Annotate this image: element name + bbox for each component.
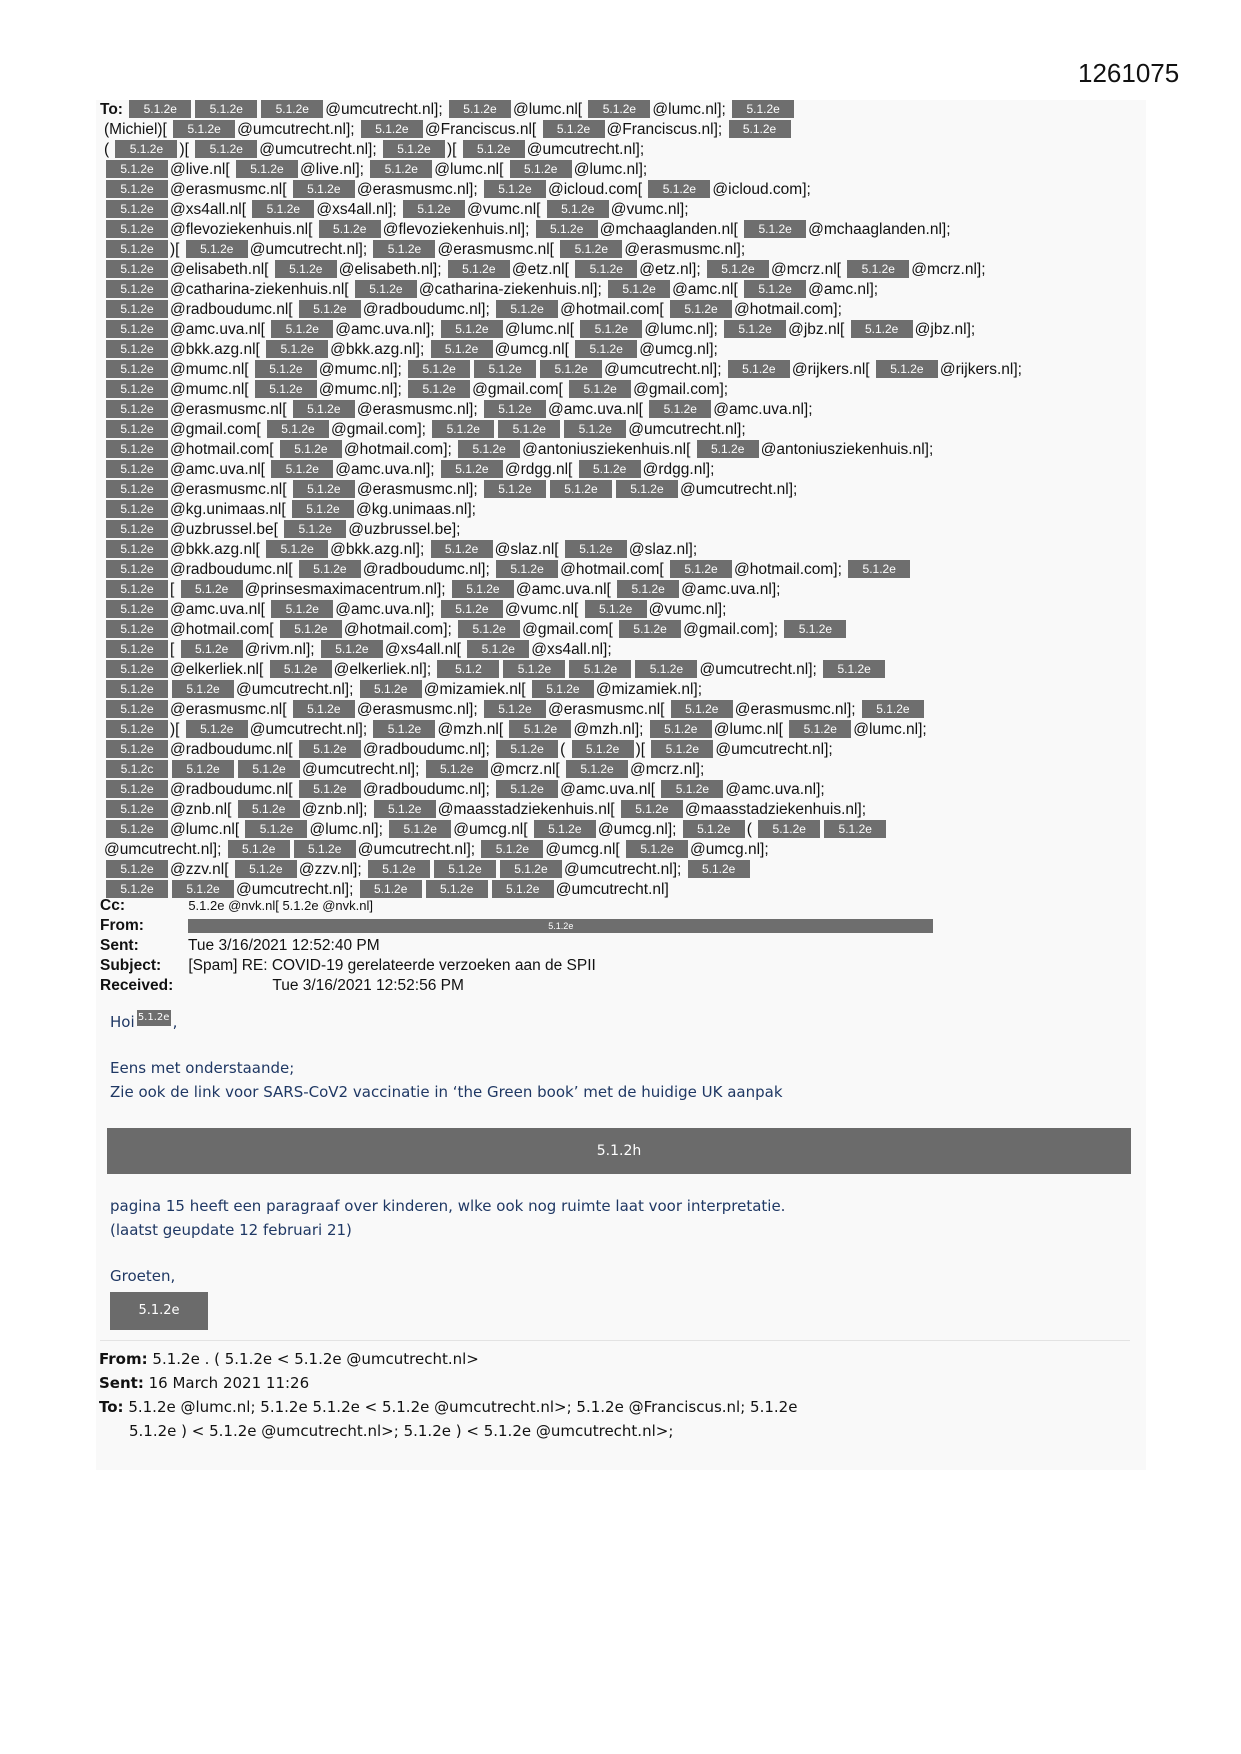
redaction-box: 5.1.2e: [129, 100, 191, 118]
to-line: 5.1.2e @erasmusmc.nl[ 5.1.2e @erasmusmc.nl]; 5.1.2e 5.1.2e 5.1.2e @umcutrecht.nl];: [100, 480, 1140, 500]
to-line: 5.1.2e @flevoziekenhuis.nl[ 5.1.2e @flevoziekenhuis.nl]; 5.1.2e @mchaaglanden.nl[ 5.1.2e @mchaaglanden.nl];: [100, 220, 1140, 240]
redaction-box: 5.1.2e: [236, 160, 298, 178]
from-row: [100, 916, 933, 936]
to-line: 5.1.2e @kg.unimaas.nl[ 5.1.2e @kg.unimaas.nl];: [100, 500, 1140, 520]
redaction-box: 5.1.2e: [270, 660, 332, 678]
redaction-box: 5.1.2e: [619, 620, 681, 638]
fwd-sent-label: Sent:: [99, 1374, 144, 1392]
redaction-box: 5.1.2e: [441, 600, 503, 618]
to-line: 5.1.2e )[ 5.1.2e @umcutrecht.nl]; 5.1.2e @mzh.nl[ 5.1.2e @mzh.nl]; 5.1.2e @lumc.nl[ 5.1.2e @lumc.nl];: [100, 720, 1140, 740]
to-line: To: 5.1.2e 5.1.2e 5.1.2e @umcutrecht.nl]; 5.1.2e @lumc.nl[ 5.1.2e @lumc.nl]; 5.1.2e: [100, 100, 1140, 120]
received-value: Tue 3/16/2021 12:52:56 PM: [272, 977, 464, 994]
redaction-box: 5.1.2e: [697, 440, 759, 458]
to-line: 5.1.2e @xs4all.nl[ 5.1.2e @xs4all.nl]; 5.1.2e @vumc.nl[ 5.1.2e @vumc.nl];: [100, 200, 1140, 220]
redaction-box: 5.1.2e: [266, 340, 328, 358]
redaction-box: 5.1.2e: [271, 600, 333, 618]
redaction-box: 5.1.2e: [106, 700, 168, 718]
redaction-box: 5.1.2e: [106, 460, 168, 478]
redaction-box: 5.1.2e: [106, 220, 168, 238]
redaction-box: 5.1.2e: [481, 840, 543, 858]
redaction-box: 5.1.2e: [355, 280, 417, 298]
redaction-box: 5.1.2e: [862, 700, 924, 718]
redaction-box: 5.1.2e: [106, 580, 168, 598]
redaction-box: 5.1.2e: [484, 400, 546, 418]
redaction-box: 5.1.2e: [509, 720, 571, 738]
redaction-box: 5.1.2e: [650, 720, 712, 738]
received-row: [100, 976, 933, 996]
redaction-box: 5.1.2e: [649, 400, 711, 418]
redaction-box: 5.1.2e: [707, 260, 769, 278]
redaction-box: 5.1.2e: [106, 260, 168, 278]
to-line: 5.1.2e @mumc.nl[ 5.1.2e @mumc.nl]; 5.1.2e 5.1.2e 5.1.2e @umcutrecht.nl]; 5.1.2e @rijkers.nl[ 5.1.2e @rijkers.nl];: [100, 360, 1140, 380]
redaction-box: 5.1.2e: [106, 340, 168, 358]
to-line: 5.1.2e @radboudumc.nl[ 5.1.2e @radboudumc.nl]; 5.1.2e ( 5.1.2e )[ 5.1.2e @umcutrecht.nl];: [100, 740, 1140, 760]
redaction-box: 5.1.2e: [688, 860, 750, 878]
redaction-box: 5.1.2e: [292, 500, 354, 518]
redaction-box: 5.1.2e: [294, 840, 356, 858]
redaction-box: 5.1.2e: [534, 820, 596, 838]
redaction-box: 5.1.2e: [732, 100, 794, 118]
redaction-box: 5.1.2e: [106, 620, 168, 638]
to-label: To:: [100, 101, 128, 118]
redaction-box: 5.1.2e: [106, 480, 168, 498]
redaction-box: 5.1.2e: [106, 740, 168, 758]
from-label: From:: [100, 917, 144, 934]
redaction-box: 5.1.2e: [496, 740, 558, 758]
redaction-box: 5.1.2e: [661, 780, 723, 798]
redaction-box: 5.1.2e: [467, 640, 529, 658]
redaction-box: 5.1.2e: [245, 820, 307, 838]
fwd-to-value-2: 5.1.2e ) < 5.1.2e @umcutrecht.nl>; 5.1.2e ) < 5.1.2e @umcutrecht.nl>;: [129, 1422, 674, 1440]
redaction-box: 5.1.2e: [575, 340, 637, 358]
redaction-box: 5.1.2e: [484, 480, 546, 498]
redaction-box: 5.1.2e: [498, 420, 560, 438]
redaction-box: 5.1.2e: [106, 820, 168, 838]
redaction-box: 5.1.2e: [186, 720, 248, 738]
to-line: 5.1.2e @erasmusmc.nl[ 5.1.2e @erasmusmc.nl]; 5.1.2e @icloud.com[ 5.1.2e @icloud.com];: [100, 180, 1140, 200]
redaction-box: 5.1.2e: [106, 400, 168, 418]
redaction-box: 5.1.2e: [319, 220, 381, 238]
redaction-box: 5.1.2e: [252, 200, 314, 218]
to-line: 5.1.2e @znb.nl[ 5.1.2e @znb.nl]; 5.1.2e @maasstadziekenhuis.nl[ 5.1.2e @maasstadziekenhuis.nl];: [100, 800, 1140, 820]
redaction-box: 5.1.2e: [621, 800, 683, 818]
redaction-box: 5.1.2e: [648, 180, 710, 198]
redaction-box: 5.1.2e: [106, 540, 168, 558]
redaction-box: 5.1.2e: [431, 340, 493, 358]
to-line: 5.1.2e @bkk.azg.nl[ 5.1.2e @bkk.azg.nl]; 5.1.2e @umcg.nl[ 5.1.2e @umcg.nl];: [100, 340, 1140, 360]
to-line: 5.1.2e @elkerliek.nl[ 5.1.2e @elkerliek.nl]; 5.1.2 5.1.2e 5.1.2e 5.1.2e @umcutrecht.nl]; 5.1.2e: [100, 660, 1140, 680]
redaction-box: 5.1.2e: [235, 860, 297, 878]
redaction-box: 5.1.2: [437, 660, 499, 678]
redaction-box: 5.1.2e: [238, 800, 300, 818]
redaction-box: 5.1.2e: [106, 500, 168, 518]
redaction-box: 5.1.2e: [784, 620, 846, 638]
to-line: 5.1.2e [ 5.1.2e @prinsesmaximacentrum.nl]; 5.1.2e @amc.uva.nl[ 5.1.2e @amc.uva.nl];: [100, 580, 1140, 600]
redaction-box: 5.1.2e: [458, 440, 520, 458]
redaction-box: 5.1.2e: [824, 820, 886, 838]
redaction-box: 5.1.2e: [588, 100, 650, 118]
to-line: ( 5.1.2e )[ 5.1.2e @umcutrecht.nl]; 5.1.2e )[ 5.1.2e @umcutrecht.nl];: [104, 141, 645, 158]
redaction-box: 5.1.2e: [373, 240, 435, 258]
redaction-box: 5.1.2e: [458, 620, 520, 638]
redaction-box: 5.1.2e: [536, 220, 598, 238]
redaction-box: 5.1.2e: [789, 720, 851, 738]
to-line: 5.1.2e @lumc.nl[ 5.1.2e @lumc.nl]; 5.1.2e @umcg.nl[ 5.1.2e @umcg.nl]; 5.1.2e ( 5.1.2e 5.1.2e: [100, 820, 1140, 840]
to-line: 5.1.2e @amc.uva.nl[ 5.1.2e @amc.uva.nl]; 5.1.2e @vumc.nl[ 5.1.2e @vumc.nl];: [100, 600, 1140, 620]
redaction-box: 5.1.2e: [617, 580, 679, 598]
redaction-box: 5.1.2e: [389, 820, 451, 838]
redaction-box: 5.1.2e: [106, 180, 168, 198]
cc-label: Cc:: [100, 897, 125, 914]
redaction-box: 5.1.2e: [374, 800, 436, 818]
body-line-2: Zie ook de link voor SARS-CoV2 vaccinatie in ‘the Green book’ met de huidige UK aanpak: [110, 1083, 783, 1101]
redaction-box: 5.1.2e: [408, 360, 470, 378]
redaction-box: 5.1.2e: [744, 220, 806, 238]
redaction-box: 5.1.2e: [299, 560, 361, 578]
sent-value: Tue 3/16/2021 12:52:40 PM: [188, 937, 380, 954]
redaction-box: 5.1.2e: [403, 200, 465, 218]
redaction-box: 5.1.2e: [434, 860, 496, 878]
redaction-box: 5.1.2e: [106, 660, 168, 678]
sent-row: [100, 936, 933, 956]
redaction-box: 5.1.2e: [847, 260, 909, 278]
redaction-box: 5.1.2e: [671, 700, 733, 718]
redaction-box: 5.1.2e: [579, 460, 641, 478]
fwd-sent-value: 16 March 2021 11:26: [148, 1374, 310, 1392]
redaction-box: 5.1.2e: [851, 320, 913, 338]
redaction-box: 5.1.2e: [293, 480, 355, 498]
redaction-box: 5.1.2e: [484, 700, 546, 718]
redaction-box: 5.1.2e: [496, 300, 558, 318]
to-line: 5.1.2e @mumc.nl[ 5.1.2e @mumc.nl]; 5.1.2e @gmail.com[ 5.1.2e @gmail.com];: [100, 380, 1140, 400]
redaction-box: 5.1.2e: [670, 560, 732, 578]
redaction-box: 5.1.2e: [106, 800, 168, 818]
to-line: (Michiel)[ 5.1.2e @umcutrecht.nl]; 5.1.2e @Franciscus.nl[ 5.1.2e @Franciscus.nl]; 5.1.2e: [100, 120, 1140, 140]
redaction-box: 5.1.2e: [683, 820, 745, 838]
redaction-box: 5.1.2e: [106, 780, 168, 798]
redaction-box: 5.1.2e: [823, 660, 885, 678]
greeting-line: Hoi 5.1.2e ,: [110, 1012, 178, 1031]
to-line: 5.1.2e @amc.uva.nl[ 5.1.2e @amc.uva.nl]; 5.1.2e @rdgg.nl[ 5.1.2e @rdgg.nl];: [100, 460, 1140, 480]
redaction-box: 5.1.2e: [728, 360, 790, 378]
redaction-box: 5.1.2e: [228, 840, 290, 858]
redaction-box: 5.1.2e: [569, 380, 631, 398]
redaction-box: 5.1.2e: [449, 100, 511, 118]
forwarded-header: [99, 1347, 1130, 1443]
cc-value: 5.1.2e @nvk.nl[ 5.1.2e @nvk.nl]: [188, 898, 373, 913]
redaction-box: 5.1.2e: [432, 420, 494, 438]
subject-row: [100, 956, 933, 976]
fwd-to-row-2: [99, 1419, 1130, 1443]
redaction-box: 5.1.2e: [181, 640, 243, 658]
subject-label: Subject:: [100, 957, 162, 974]
fwd-to-row: [99, 1395, 1130, 1419]
separator: [100, 1340, 1130, 1341]
fwd-to-label: To:: [99, 1398, 124, 1416]
redaction-box: 5.1.2e: [106, 560, 168, 578]
redaction-box: 5.1.2e: [293, 700, 355, 718]
redaction-box: 5.1.2e: [106, 440, 168, 458]
redacted-link-block: 5.1.2h: [107, 1128, 1131, 1174]
redaction-box: 5.1.2e: [106, 680, 168, 698]
redaction-box: 5.1.2e: [500, 860, 562, 878]
to-line: 5.1.2e 5.1.2e @umcutrecht.nl]; 5.1.2e 5.1.2e 5.1.2e @umcutrecht.nl]: [100, 880, 1140, 900]
redaction-box: 5.1.2e: [373, 720, 435, 738]
sent-label: Sent:: [100, 937, 139, 954]
greeting: Hoi: [110, 1013, 135, 1031]
redaction-box: 5.1.2e: [608, 280, 670, 298]
redaction-box: 5.1.2e: [172, 680, 234, 698]
subject-value: [Spam] RE: COVID-19 gerelateerde verzoeken aan de SPII: [188, 957, 596, 974]
to-line: 5.1.2e @zzv.nl[ 5.1.2e @zzv.nl]; 5.1.2e 5.1.2e 5.1.2e @umcutrecht.nl]; 5.1.2e: [100, 860, 1140, 880]
redaction-box: 5.1.2e: [106, 380, 168, 398]
redaction-box: 5.1.2e: [547, 200, 609, 218]
redaction-box: 5.1.2e: [368, 860, 430, 878]
to-line: 5.1.2e @hotmail.com[ 5.1.2e @hotmail.com]; 5.1.2e @gmail.com[ 5.1.2e @gmail.com]; 5.1.2e: [100, 620, 1140, 640]
redaction-box: 5.1.2e: [744, 280, 806, 298]
redaction-box: 5.1.2e: [106, 600, 168, 618]
redaction-box: 5.1.2e: [566, 760, 628, 778]
redaction-box: 5.1.2e: [293, 180, 355, 198]
fwd-sent-row: [99, 1371, 1130, 1395]
redaction-box: 5.1.2e: [448, 260, 510, 278]
to-line: 5.1.2e @erasmusmc.nl[ 5.1.2e @erasmusmc.nl]; 5.1.2e @erasmusmc.nl[ 5.1.2e @erasmusmc.nl]; 5.1.2e: [100, 700, 1140, 720]
redaction-box: 5.1.2e: [383, 140, 445, 158]
redaction-box: 5.1.2e: [115, 140, 177, 158]
redaction-box: 5.1.2e: [503, 660, 565, 678]
redaction-box: 5.1.2e: [106, 880, 168, 898]
body-line-3: pagina 15 heeft een paragraaf over kinderen, wlke ook nog ruimte laat voor interpretatie.: [110, 1197, 786, 1215]
closing: Groeten,: [110, 1267, 176, 1285]
redaction-box: 5.1.2e: [360, 680, 422, 698]
to-line: 5.1.2e @radboudumc.nl[ 5.1.2e @radboudumc.nl]; 5.1.2e @hotmail.com[ 5.1.2e @hotmail.com]; 5.1.2e: [100, 560, 1140, 580]
fwd-from-value: 5.1.2e . ( 5.1.2e < 5.1.2e @umcutrecht.nl>: [152, 1350, 479, 1368]
to-line: 5.1.2e @uzbrussel.be[ 5.1.2e @uzbrussel.be];: [100, 520, 1140, 540]
fwd-from-row: [99, 1347, 1130, 1371]
redaction-box: 5.1.2e: [266, 540, 328, 558]
redaction-box: 5.1.2e: [550, 480, 612, 498]
redaction-box: 5.1.2e: [848, 560, 910, 578]
redaction-box: 5.1.2e: [441, 320, 503, 338]
to-line: 5.1.2c 5.1.2e 5.1.2e @umcutrecht.nl]; 5.1.2e @mcrz.nl[ 5.1.2e @mcrz.nl];: [100, 760, 1140, 780]
to-line: 5.1.2e @catharina-ziekenhuis.nl[ 5.1.2e @catharina-ziekenhuis.nl]; 5.1.2e @amc.nl[ 5.1.2e @amc.nl];: [100, 280, 1140, 300]
to-line: 5.1.2e @hotmail.com[ 5.1.2e @hotmail.com]; 5.1.2e @antoniusziekenhuis.nl[ 5.1.2e @antoniusziekenhuis.nl];: [100, 440, 1140, 460]
redaction-box: 5.1.2e: [565, 540, 627, 558]
redaction-box: 5.1.2e: [172, 880, 234, 898]
redaction-box: 5.1.2e: [560, 240, 622, 258]
redaction-box: 5.1.2e: [106, 720, 168, 738]
redaction-box: 5.1.2e: [195, 100, 257, 118]
document-number: 1261075: [1078, 58, 1180, 88]
redaction-box: 5.1.2e: [275, 260, 337, 278]
redaction-box: 5.1.2e: [540, 360, 602, 378]
redaction-box: 5.1.2e: [670, 300, 732, 318]
redaction-box: 5.1.2e: [186, 240, 248, 258]
redaction-box: 5.1.2e: [724, 320, 786, 338]
redaction-box: 5.1.2e: [510, 160, 572, 178]
body-line-1: Eens met onderstaande;: [110, 1059, 295, 1077]
redaction-box: 5.1.2e: [106, 640, 168, 658]
redaction-box: 5.1.2e: [492, 880, 554, 898]
to-recipients-block: [100, 100, 1140, 900]
redaction-box: 5.1.2e: [173, 120, 235, 138]
redaction-box: 5.1.2e: [543, 120, 605, 138]
redaction-box: 5.1.2e: [261, 100, 323, 118]
redaction-box: 5.1.2e: [106, 240, 168, 258]
to-lines-container: [100, 100, 1140, 900]
redaction-box: 5.1.2e: [106, 320, 168, 338]
redaction-box: 5.1.2e: [299, 300, 361, 318]
fwd-to-value-1: 5.1.2e @lumc.nl; 5.1.2e 5.1.2e < 5.1.2e @umcutrecht.nl>; 5.1.2e @Franciscus.nl; 5.1.2e: [128, 1398, 798, 1416]
email-meta: [100, 896, 933, 996]
redaction-box: 5.1.2e: [267, 420, 329, 438]
redaction-box: 5.1.2e: [426, 760, 488, 778]
redaction-box: 5.1.2e: [616, 480, 678, 498]
received-label: Received:: [100, 977, 174, 994]
body-line-4: (laatst geupdate 12 februari 21): [110, 1221, 352, 1239]
redaction-box: 5.1.2e: [321, 640, 383, 658]
redaction-box: 5.1.2e: [441, 460, 503, 478]
redaction-box: 5.1.2e: [496, 780, 558, 798]
redaction-box: 5.1.2e: [181, 580, 243, 598]
redaction-box: 5.1.2e: [564, 420, 626, 438]
redaction-box: 5.1.2e: [280, 620, 342, 638]
redaction-box: 5.1.2e: [729, 120, 791, 138]
to-line: 5.1.2e @bkk.azg.nl[ 5.1.2e @bkk.azg.nl]; 5.1.2e @slaz.nl[ 5.1.2e @slaz.nl];: [100, 540, 1140, 560]
redaction-box: 5.1.2e: [106, 280, 168, 298]
redaction-box: 5.1.2e: [408, 380, 470, 398]
redaction-box: 5.1.2e: [238, 760, 300, 778]
redaction-box: 5.1.2e: [474, 360, 536, 378]
redaction-box: 5.1.2e: [431, 540, 493, 558]
redaction-box: 5.1.2e: [280, 440, 342, 458]
redaction-box: 5.1.2e: [426, 880, 488, 898]
redaction-box: 5.1.2e: [271, 460, 333, 478]
redaction-box: 5.1.2e: [284, 520, 346, 538]
redaction-box: 5.1.2e: [585, 600, 647, 618]
redaction-box: 5.1.2e: [106, 160, 168, 178]
redaction-box: 5.1.2e: [651, 740, 713, 758]
redaction-box: 5.1.2e: [569, 660, 631, 678]
redaction-box: 5.1.2e: [575, 260, 637, 278]
redaction-box: 5.1.2e: [293, 400, 355, 418]
to-line: 5.1.2e @radboudumc.nl[ 5.1.2e @radboudumc.nl]; 5.1.2e @amc.uva.nl[ 5.1.2e @amc.uva.nl];: [100, 780, 1140, 800]
redaction-box: 5.1.2e: [532, 680, 594, 698]
redaction-box: 5.1.2e: [106, 860, 168, 878]
redaction-box: 5.1.2e: [484, 180, 546, 198]
to-line: 5.1.2e @gmail.com[ 5.1.2e @gmail.com]; 5.1.2e 5.1.2e 5.1.2e @umcutrecht.nl];: [100, 420, 1140, 440]
redaction-box: 5.1.2e: [299, 740, 361, 758]
cc-row: [100, 896, 933, 916]
redaction-box: 5.1.2e: [452, 580, 514, 598]
greeting-redaction: 5.1.2e: [137, 1010, 171, 1026]
signature-redaction: 5.1.2e: [110, 1292, 208, 1330]
redaction-box: 5.1.2e: [255, 360, 317, 378]
redaction-box: 5.1.2e: [496, 560, 558, 578]
redaction-box: 5.1.2e: [876, 360, 938, 378]
to-line: 5.1.2e @radboudumc.nl[ 5.1.2e @radboudumc.nl]; 5.1.2e @hotmail.com[ 5.1.2e @hotmail.com];: [100, 300, 1140, 320]
redaction-box: 5.1.2e: [271, 320, 333, 338]
to-line: @umcutrecht.nl]; 5.1.2e 5.1.2e @umcutrecht.nl]; 5.1.2e @umcg.nl[ 5.1.2e @umcg.nl];: [104, 841, 769, 858]
to-line: 5.1.2e 5.1.2e @umcutrecht.nl]; 5.1.2e @mizamiek.nl[ 5.1.2e @mizamiek.nl];: [100, 680, 1140, 700]
redaction-box: 5.1.2e: [106, 420, 168, 438]
to-line: 5.1.2e )[ 5.1.2e @umcutrecht.nl]; 5.1.2e @erasmusmc.nl[ 5.1.2e @erasmusmc.nl];: [100, 240, 1140, 260]
to-line: 5.1.2e @live.nl[ 5.1.2e @live.nl]; 5.1.2e @lumc.nl[ 5.1.2e @lumc.nl];: [100, 160, 1140, 180]
redaction-box: 5.1.2e: [106, 520, 168, 538]
redaction-box: 5.1.2e: [580, 320, 642, 338]
redaction-box: 5.1.2e: [106, 300, 168, 318]
to-line: 5.1.2e [ 5.1.2e @rivm.nl]; 5.1.2e @xs4all.nl[ 5.1.2e @xs4all.nl];: [100, 640, 1140, 660]
redaction-box: 5.1.2e: [255, 380, 317, 398]
redaction-box: 5.1.2e: [572, 740, 634, 758]
email-body: [99, 1010, 1130, 1443]
redaction-box: 5.1.2e: [195, 140, 257, 158]
redaction-box: 5.1.2e: [360, 880, 422, 898]
redaction-box: 5.1.2e: [758, 820, 820, 838]
redaction-box: 5.1.2c: [106, 760, 168, 778]
redaction-box: 5.1.2e: [106, 360, 168, 378]
to-line: 5.1.2e @erasmusmc.nl[ 5.1.2e @erasmusmc.nl]; 5.1.2e @amc.uva.nl[ 5.1.2e @amc.uva.nl];: [100, 400, 1140, 420]
to-line: 5.1.2e @elisabeth.nl[ 5.1.2e @elisabeth.nl]; 5.1.2e @etz.nl[ 5.1.2e @etz.nl]; 5.1.2e @mcrz.nl[ 5.1.2e @mcrz.nl];: [100, 260, 1140, 280]
redaction-box: 5.1.2e: [299, 780, 361, 798]
fwd-from-label: From:: [99, 1350, 148, 1368]
redaction-box: 5.1.2e: [370, 160, 432, 178]
redaction-box: 5.1.2e: [361, 120, 423, 138]
redaction-box: 5.1.2e: [172, 760, 234, 778]
to-line: 5.1.2e @amc.uva.nl[ 5.1.2e @amc.uva.nl]; 5.1.2e @lumc.nl[ 5.1.2e @lumc.nl]; 5.1.2e @jbz.nl[ 5.1.2e @jbz.nl];: [100, 320, 1140, 340]
redaction-box: 5.1.2e: [635, 660, 697, 678]
from-redaction: 5.1.2e: [188, 919, 933, 933]
redaction-box: 5.1.2e: [626, 840, 688, 858]
redaction-box: 5.1.2e: [463, 140, 525, 158]
redaction-box: 5.1.2e: [106, 200, 168, 218]
